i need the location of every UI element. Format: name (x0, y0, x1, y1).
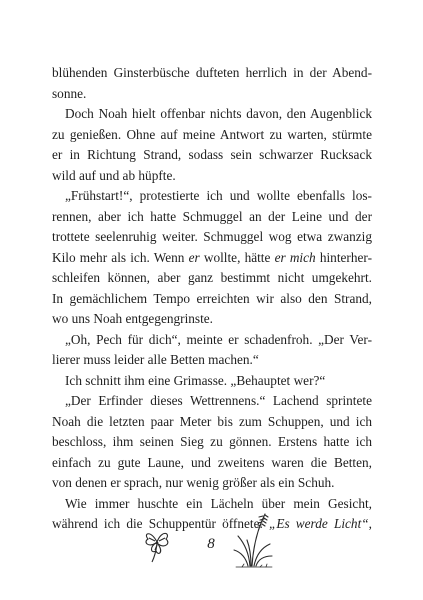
text-run: In gemächlichem Tempo erreichten wir also den Strand, (52, 290, 372, 306)
clover-icon (140, 524, 174, 569)
text-run: Kilo mehr als ich. Wenn (52, 249, 189, 265)
grass-icon (232, 510, 274, 575)
text-line (52, 350, 372, 371)
text-line (52, 412, 372, 433)
text-line (52, 248, 372, 269)
text-line (52, 371, 372, 392)
text-line (52, 330, 372, 351)
emphasis-text: er (188, 249, 200, 265)
text-run: , (368, 516, 372, 531)
text-line (52, 166, 372, 187)
text-line (52, 63, 372, 84)
text-run: sonne. (52, 85, 87, 101)
text-run: blühenden Ginsterbüsche dufteten herrlich in der Abend- (52, 65, 372, 80)
text-run: „Oh, Pech für dich“, meinte er schadenfroh. „Der Ver- (65, 331, 372, 347)
text-line (52, 207, 372, 228)
text-line (52, 391, 372, 412)
text-line (52, 145, 372, 166)
text-run: „Der Erfinder dieses Wettrennens.“ Lachend sprintete (65, 393, 372, 408)
text-run: Wie immer huschte ein Lächeln über mein Gesicht, (65, 495, 372, 511)
text-run: wollte, hätte (199, 249, 275, 265)
text-run: von denen er sprach, nur wenig größer als ein Schuh. (52, 475, 335, 490)
text-run: zu genießen. Ohne auf meine Antwort zu warten, stürmte (52, 126, 372, 142)
text-line (52, 268, 372, 289)
text-run: hinterher- (315, 249, 372, 265)
text-line (52, 104, 372, 125)
text-line (52, 432, 372, 453)
text-run: er in Richtung Strand, sodass sein schwarzer Rucksack (52, 147, 372, 162)
page-footer (0, 510, 423, 590)
text-run: beschloss, ihm seinen Sieg zu gönnen. Erstens hatte ich (52, 434, 372, 449)
text-line (52, 453, 372, 474)
text-line (52, 186, 372, 207)
text-run: schleifen können, aber ganz bestimmt nicht umgekehrt. (52, 270, 372, 285)
text-run: wild auf und ab hüpfte. (52, 167, 176, 183)
text-run: Noah die letzten paar Meter bis zum Schuppen, und ich (52, 413, 372, 429)
text-line (52, 289, 372, 310)
text-run: wo uns Noah entgegengrinste. (52, 311, 214, 326)
text-line (52, 473, 372, 494)
emphasis-text: „Es werde Licht“ (268, 516, 369, 531)
text-run: rennen, aber ich hatte Schmuggel an der Leine und der (52, 208, 372, 224)
text-run: „Frühstart!“, protestierte ich und wollte ebenfalls los- (65, 188, 372, 203)
body-text (52, 63, 372, 535)
emphasis-text: er mich (274, 249, 316, 265)
text-run: Doch Noah hielt offenbar nichts davon, den Augenblick (65, 106, 372, 121)
text-run: einfach zu gute Laune, und zweitens waren die Betten, (52, 454, 372, 470)
text-line (52, 309, 372, 330)
text-line (52, 125, 372, 146)
text-run: Ich schnitt ihm eine Grimasse. „Behauptet wer?“ (65, 372, 326, 388)
text-line (52, 84, 372, 105)
page-number: 8 (207, 536, 215, 552)
text-run: während ich die Schuppentür öffnete. (52, 516, 269, 531)
text-line (52, 227, 372, 248)
text-run: trottete seelenruhig weiter. Schmuggel wog etwa zwanzig (52, 229, 372, 244)
text-run: lierer muss leider alle Betten machen.“ (52, 352, 259, 367)
